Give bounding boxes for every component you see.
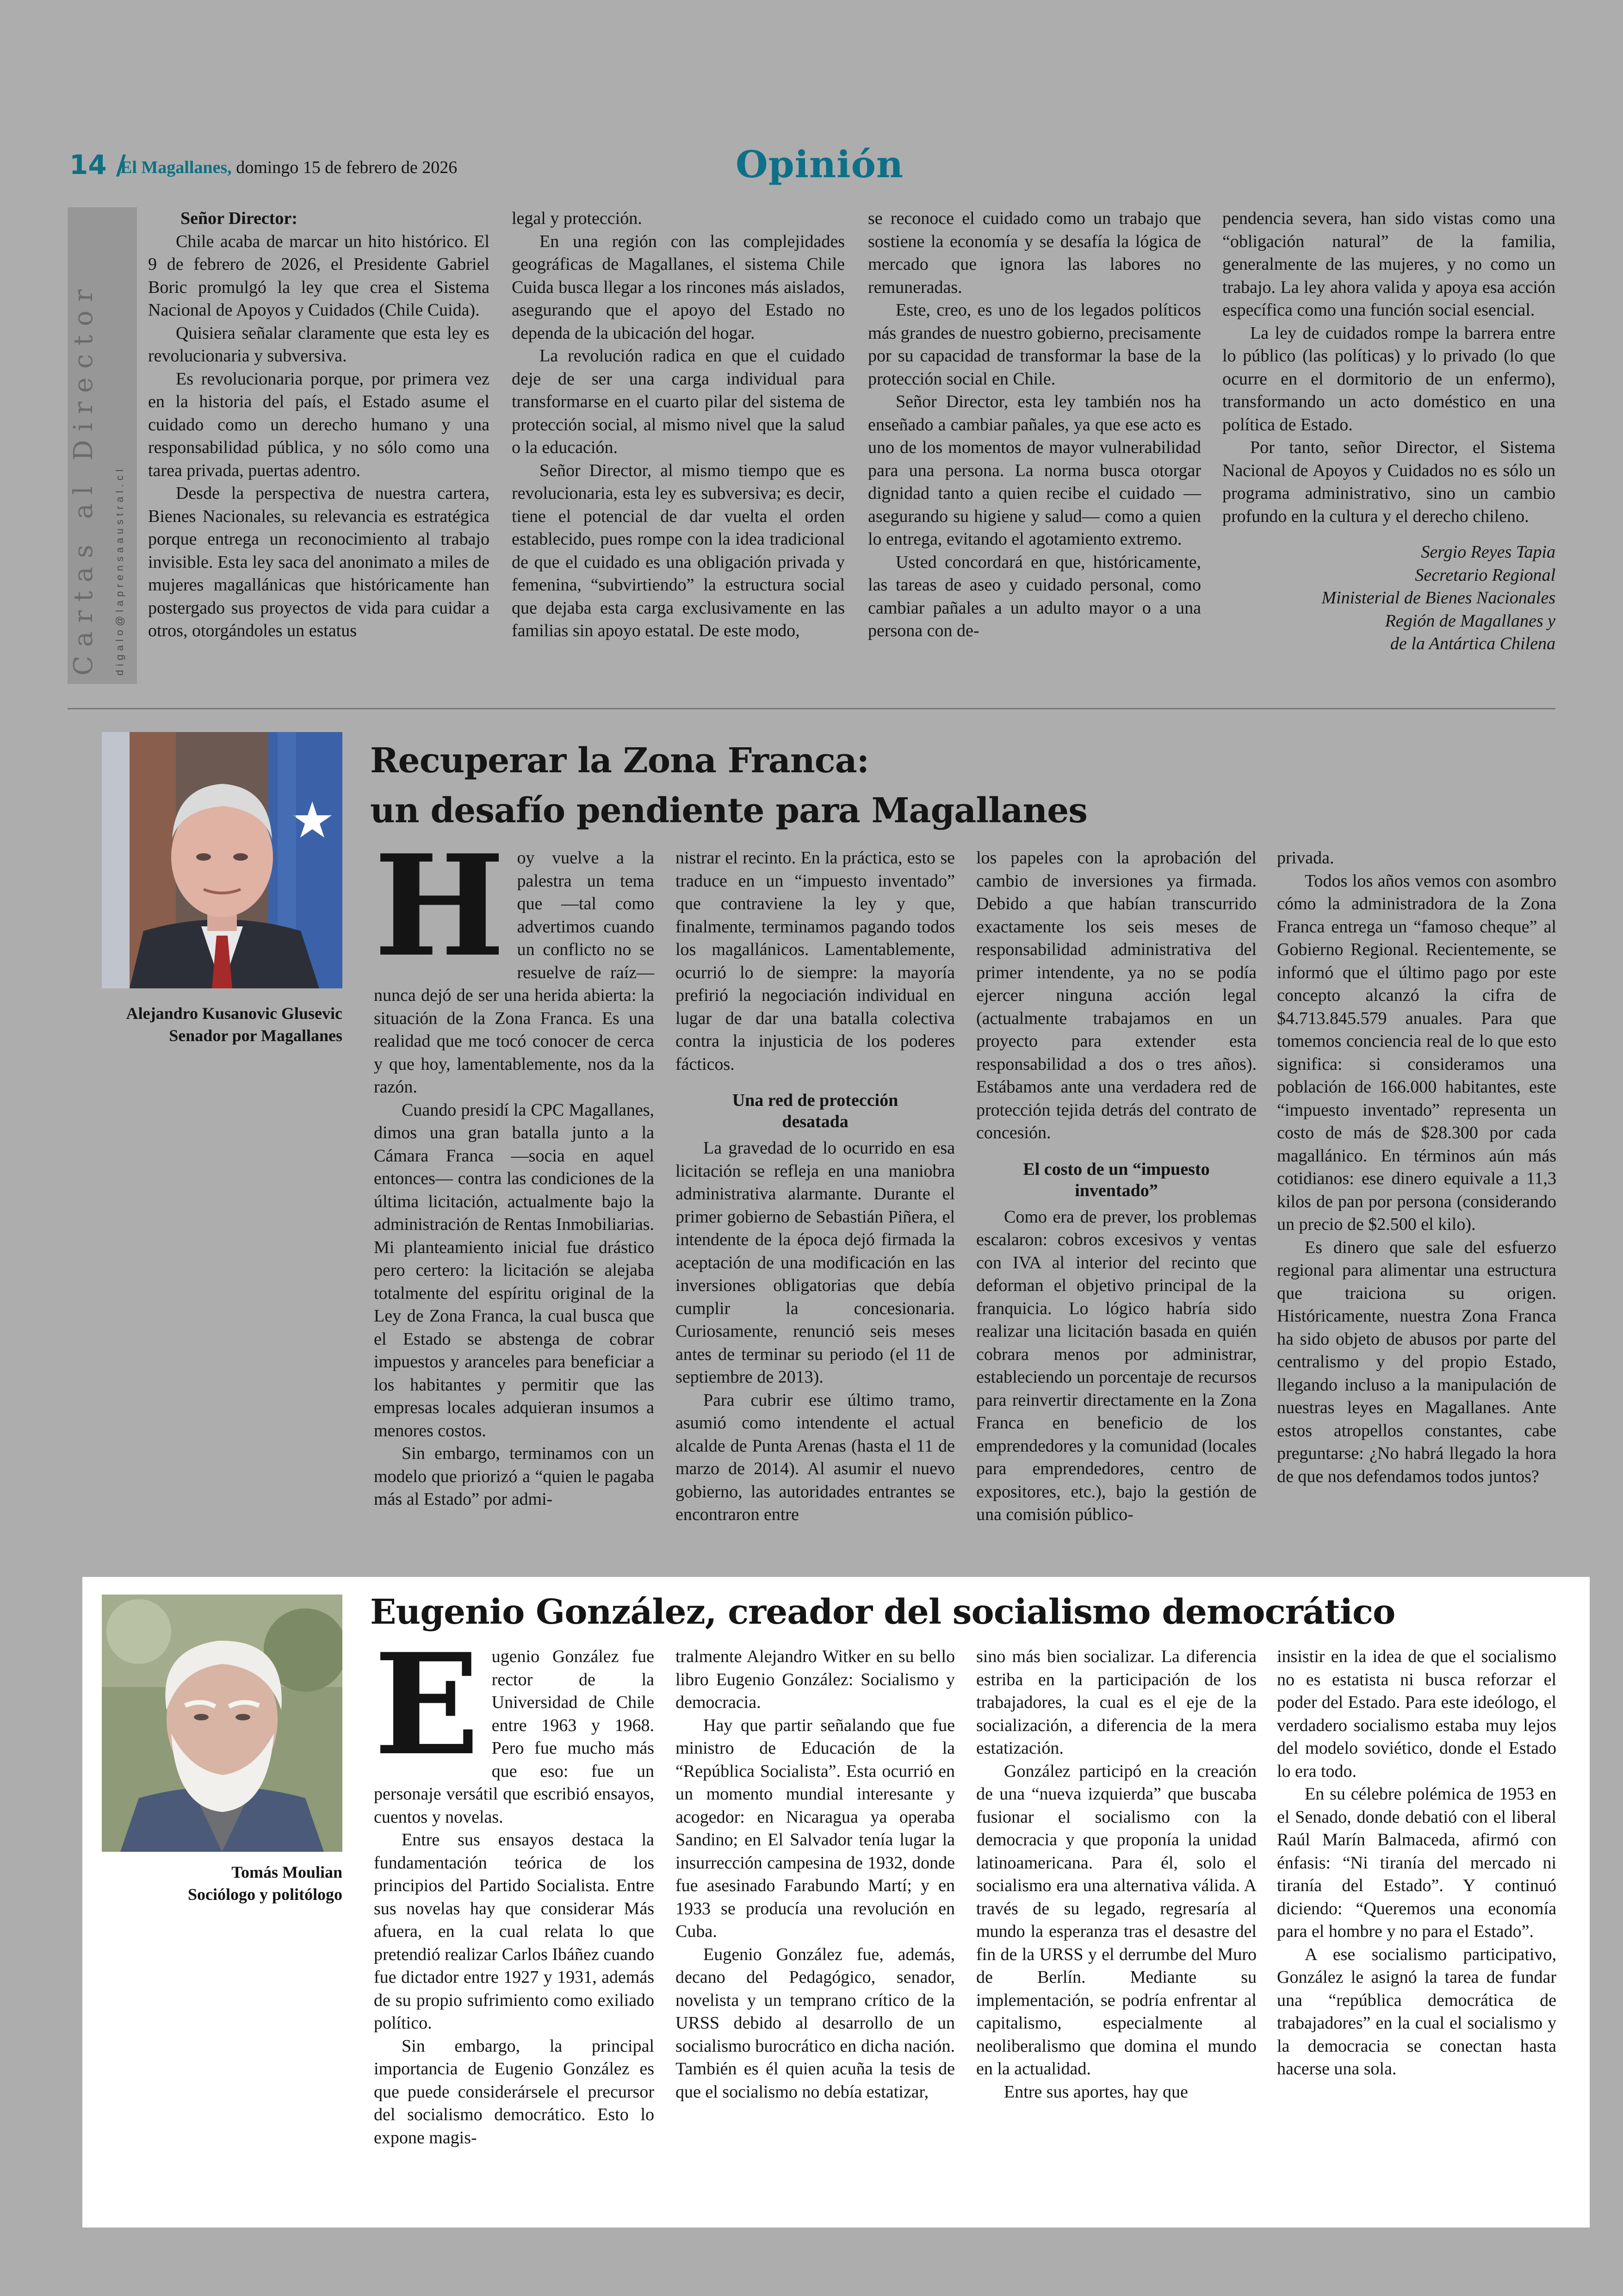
issue-date: domingo 15 de febrero de 2026 <box>236 158 458 177</box>
paragraph: A ese socialismo participativo, González le asignó la tarea de fundar una “república democrática de trabajadores” en la cual el socialismo y la democracia se conectan hasta hacerse una sola. <box>1277 1944 1556 2079</box>
paragraph: Como era de prever, los problemas escalaron: cobros excesivos y ventas con IVA al interior del recinto que deforman el objetivo principal de la franquicia. Lo lógico habría sido realizar una licitación basada en quién cobrara menos por administrar, estableciendo un porcentaje de recursos para reinvertir directamente en la Zona Franca en beneficio de los emprendedores y la comunidad (locales para emprendedores, centro de expositores, etc.), bajo la gestión de una comisión público- <box>976 1207 1257 1524</box>
signature-line: Región de Magallanes y <box>1385 611 1555 631</box>
article1-column-2 <box>675 847 955 1527</box>
paragraph: Señor Director, esta ley también nos ha enseñado a cambiar pañales, ya que ese acto es uno de los momentos de mayor vulnerabilidad para una persona. La norma busca otorgar dignidad tanto a quien recibe el cuidado —asegurando su higiene y salud— como a quien lo entrega, evitando el agotamiento extremo. <box>868 392 1201 549</box>
letter-signature <box>1222 541 1555 656</box>
article2-column-2 <box>675 1645 955 2104</box>
article1-column-1 <box>374 824 654 1511</box>
letter-column-4 <box>1222 207 1555 656</box>
signature-line: Sergio Reyes Tapia <box>1421 542 1555 562</box>
paragraph-text: ugenio González fue rector de la Universidad de Chile entre 1963 y 1968. Pero fue mucho más que eso: fue un personaje versátil que escribió ensayos, cuentos y novelas. <box>374 1647 654 1827</box>
author-name: Tomás Moulian <box>231 1863 342 1881</box>
paragraph: insistir en la idea de que el socialismo no es estatista ni busca reforzar el poder del Estado. Para este ideólogo, el verdadero socialismo estaba muy lejos del modelo soviético, donde el Estado lo era todo. <box>1277 1647 1556 1781</box>
paragraph: tralmente Alejandro Witker en su bello libro Eugenio González: Socialismo y democracia. <box>675 1647 955 1712</box>
paragraph: En una región con las complejidades geográficas de Magallanes, el sistema Chile Cuida busca llegar a los rincones más aislados, asegurando que el apoyo del Estado no dependa de la ubicación del hogar. <box>512 231 845 343</box>
section-divider <box>68 708 1555 709</box>
paragraph: privada. <box>1277 848 1334 868</box>
signature-line: Ministerial de Bienes Nacionales <box>1321 588 1555 608</box>
paper-dateline <box>120 157 457 178</box>
paragraph: Eugenio González fue, además, decano del Pedagógico, senador, novelista y un temprano crítico de la URSS debido al desarrollo de un socialismo burocrático en dicha nación. También es él quien acuña la tesis de que el socialismo no debía estatizar, <box>675 1944 955 2102</box>
paragraph: sino más bien socializar. La diferencia estriba en la participación de los trabajadores, la cual es el eje de la socialización, a diferencia de la mera estatización. <box>976 1647 1257 1758</box>
letters-label-text: Cartas al Director <box>68 280 99 676</box>
article-headline <box>370 736 1555 836</box>
paragraph: En su célebre polémica de 1953 en el Senado, donde debatió con el liberal Raúl Marín Balmaceda, afirmó con énfasis: “Ni tiranía del mercado ni tiranía del Estado”. Y continuó diciendo: “Queremos una economía para el hombre y no para el Estado”. <box>1277 1784 1556 1941</box>
headline-line-1: Eugenio González, creador del socialismo democrático <box>370 1592 1395 1632</box>
paragraph: Usted concordará en que, históricamente, las tareas de aseo y cuidado personal, como cambiar pañales a un adulto mayor o a una persona con de- <box>868 552 1201 640</box>
paragraph: Señor Director, al mismo tiempo que es revolucionaria, esta ley es subversiva; es decir, tiene el potencial de dar vuelta el orden establecido, pues rompe con la idea tradicional de que el cuidado es una obligación privada y femenina, “subvirtiendo” la estructura social que dejaba esta carga exclusivamente en las familias sin apoyo estatal. De este modo, <box>512 460 845 640</box>
headline-line-2: un desafío pendiente para Magallanes <box>370 791 1087 831</box>
paragraph: Sin embargo, la principal importancia de Eugenio González es que puede considerársele el precursor del socialismo democrático. Esto lo expone magis- <box>374 2036 654 2147</box>
paragraph <box>374 824 654 1099</box>
subheading: El costo de un “impuesto inventado” <box>1023 1159 1210 1200</box>
paragraph: Todos los años vemos con asombro cómo la administradora de la Zona Franca entrega un “famoso cheque” al Gobierno Regional. Recientemente, se informó que el último pago por este concepto alcanzó la cifra de $4.713.845.579 anuales. Para que tomemos conciencia real de lo que esto significa: si consideramos una población de 166.000 habitantes, este “impuesto inventado” representa un costo de más de $28.300 por cada magallánico. En términos aún más cotidianos: ese dinero equivale a 11,3 kilos de pan por persona (considerando un precio de $2.500 el kilo). <box>1277 871 1556 1234</box>
paragraph: La revolución radica en que el cuidado deje de ser una carga individual para transformarse en el cuarto pilar del sistema de protección social, al mismo nivel que la salud o la educación. <box>512 346 845 457</box>
portrait-illustration <box>102 1595 342 1852</box>
letters-email: digalo@laprensaaustral.cl <box>114 465 125 676</box>
author-photo <box>102 1595 342 1852</box>
signature-line: de la Antártica Chilena <box>1390 634 1555 653</box>
article-headline <box>370 1587 1555 1637</box>
author-name: Alejandro Kusanovic Glusevic <box>126 1004 342 1023</box>
author-byline <box>65 1002 342 1047</box>
paragraph: Hay que partir señalando que fue ministro de Educación de la “República Socialista”. Esta ocurrió en un momento mundial interesante y acogedor: en Nicaragua ya operaba Sandino; en El Salvador tenía lugar la insurrección campesina de 1932, donde fue asesinado Farabundo Martí; y en 1933 se producía una revolución en Cuba. <box>675 1715 955 1941</box>
paragraph: Es revolucionaria porque, por primera vez en la historia del país, el Estado asume el cuidado como un derecho humano y una responsabilidad pública, y no sólo como una tarea privada, puertas adentro. <box>148 369 489 480</box>
letter-column-3 <box>868 207 1201 643</box>
paragraph: Por tanto, señor Director, el Sistema Nacional de Apoyos y Cuidados no es sólo un programa administrativo, sino un cambio profundo en la cultura y el derecho chileno. <box>1222 438 1555 526</box>
letter-column-2 <box>512 207 845 643</box>
subheading: Una red de protección desatada <box>732 1091 898 1131</box>
paragraph: Chile acaba de marcar un hito histórico. El 9 de febrero de 2026, el Presidente Gabriel Boric promulgó la ley que crea el Sistema Nacional de Apoyos y Cuidados (Chile Cuida). <box>148 231 489 320</box>
paragraph: La gravedad de lo ocurrido en esa licitación se refleja en una maniobra administrativa alarmante. Durante el primer gobierno de Sebastián Piñera, el intendente de la época dejó firmada la aceptación de una modificación en las inversiones obligatorias que debía cumplir la concesionaria. Curiosamente, renunció seis meses antes de terminar su periodo (el 11 de septiembre de 2013). <box>675 1138 955 1387</box>
letter-column-1 <box>148 207 489 643</box>
author-role: Sociólogo y politólogo <box>187 1885 342 1904</box>
paragraph: Es dinero que sale del esfuerzo regional para alimentar una estructura que traiciona su origen. Históricamente, nuestra Zona Franca ha sido objeto de abusos por parte del centralismo y del propio Estado, llegando incluso a la manipulación de nuestras leyes en Magallanes. Ante estos atropellos constantes, cabe preguntarse: ¿No habrá llegado la hora de que nos defendamos todos juntos? <box>1277 1237 1556 1486</box>
letter-salutation: Señor Director: <box>180 209 297 228</box>
paragraph <box>374 1623 654 1829</box>
paragraph: se reconoce el cuidado como un trabajo que sostiene la economía y se desafía la lógica de mercado que ignora las labores no remuneradas. <box>868 209 1201 297</box>
paragraph: Este, creo, es uno de los legados políticos más grandes de nuestro gobierno, precisamente por su capacidad de transformar la base de la protección social en Chile. <box>868 300 1201 389</box>
article2-column-3 <box>976 1645 1257 2104</box>
author-byline <box>65 1861 342 1905</box>
paragraph: Entre sus ensayos destaca la fundamentación teórica de los principios del Partido Socialista. Entre sus novelas hay que considerar Más afuera, en la cual relata lo que pretendió realizar Carlos Ibáñez cuando fue dictador entre 1927 y 1931, además de su propio sufrimiento como exiliado político. <box>374 1830 654 2033</box>
author-role: Senador por Magallanes <box>169 1026 342 1045</box>
signature-line: Secretario Regional <box>1415 565 1555 585</box>
section-title: Opinión <box>736 143 904 186</box>
article2-column-4 <box>1277 1645 1556 2081</box>
paragraph: Quisiera señalar claramente que esta ley es revolucionaria y subversiva. <box>148 323 489 366</box>
paper-name: El Magallanes, <box>120 158 232 177</box>
article1-column-4 <box>1277 847 1556 1488</box>
page-number: 14 / <box>69 149 126 180</box>
paragraph: La ley de cuidados rompe la barrera entre lo público (las políticas) y lo privado (lo que ocurre en el dormitorio de un enfermo), transformando un acto doméstico en una política de Estado. <box>1222 323 1555 434</box>
paragraph: legal y protección. <box>512 209 642 228</box>
article1-column-3 <box>976 847 1257 1527</box>
letters-vertical-label <box>68 207 137 684</box>
paragraph: Cuando presidí la CPC Magallanes, dimos una gran batalla junto a la Cámara Franca —socia en aquel entonces— contra las condiciones de la última licitación, actualmente bajo la administración de Rentas Inmobiliarias. Mi planteamiento inicial fue drástico pero certero: la licitación se alejaba totalmente del espíritu original de la Ley de Zona Franca, la cual busca que el Estado se abstenga de cobrar impuestos y aranceles para beneficiar a los habitantes y permitir que las empresas locales adquieran insumos a menores costos. <box>374 1100 654 1440</box>
drop-cap: E <box>374 1623 480 1786</box>
paragraph: nistrar el recinto. En la práctica, esto se traduce en un “impuesto inventado” que contraviene la ley y que, finalmente, terminamos pagando todos los magallánicos. Lamentablemente, ocurrió lo de siempre: la mayoría prefirió la negociación individual en lugar de dar una batalla colectiva contra la injusticia de los poderes fácticos. <box>675 848 955 1074</box>
headline-line-1: Recuperar la Zona Franca: <box>370 741 869 781</box>
portrait-illustration <box>102 732 342 988</box>
paragraph: González participó en la creación de una “nueva izquierda” que buscaba fusionar el socialismo con la democracia y que proponía la unidad latinoamericana. Para él, solo el socialismo era una alternativa válida. A través de su legado, regresaría al mundo la esperanza tras el desastre del fin de la URSS y el derrumbe del Muro de Berlín. Mediante su implementación, se podría enfrentar al capitalismo, especialmente al neoliberalismo que domina el mundo en la actualidad. <box>976 1761 1257 2079</box>
paragraph: Para cubrir ese último tramo, asumió como intendente el actual alcalde de Punta Arenas (hasta el 11 de marzo de 2014). Al asumir el nuevo gobierno, las autoridades entrantes se encontraron entre <box>675 1390 955 1524</box>
author-photo <box>102 732 342 988</box>
page-header <box>69 143 1559 191</box>
paragraph: Sin embargo, terminamos con un modelo que priorizó a “quien le pagaba más al Estado” por admi- <box>374 1444 654 1509</box>
paragraph-text: oy vuelve a la palestra un tema que —tal como advertimos cuando un conflicto no se resuelve de raíz— nunca dejó de ser una herida abierta: la situación de la Zona Franca. Es una realidad que me tocó conocer de cerca y que hoy, lamentablemente, nos da la razón. <box>374 848 654 1097</box>
paragraph: Desde la perspectiva de nuestra cartera, Bienes Nacionales, su relevancia es estratégica porque entrega un reconocimiento al trabajo invisible. Esta ley saca del anonimato a miles de mujeres magallánicas que históricamente han postergado sus proyectos de vida para cuidar a otros, otorgándoles un estatus <box>148 484 489 640</box>
article2-column-1 <box>374 1623 654 2149</box>
paragraph: los papeles con la aprobación del cambio de inversiones ya firmada. Debido a que habían transcurrido exactamente los seis meses de responsabilidad administrativa del primer intendente, ya no se podía ejercer ninguna acción legal (actualmente trabajamos en un proyecto para extender esta responsabilidad a dos o tres años). Estábamos ante una verdadera red de protección tejida detrás del contrato de concesión. <box>976 848 1257 1142</box>
drop-cap: H <box>374 824 505 987</box>
paragraph: pendencia severa, han sido vistas como una “obligación natural” de la familia, generalmente de las mujeres, y no como un trabajo. La ley ahora valida y apoya esa acción específica como una función social esencial. <box>1222 209 1555 320</box>
paragraph: Entre sus aportes, hay que <box>1004 2082 1188 2102</box>
